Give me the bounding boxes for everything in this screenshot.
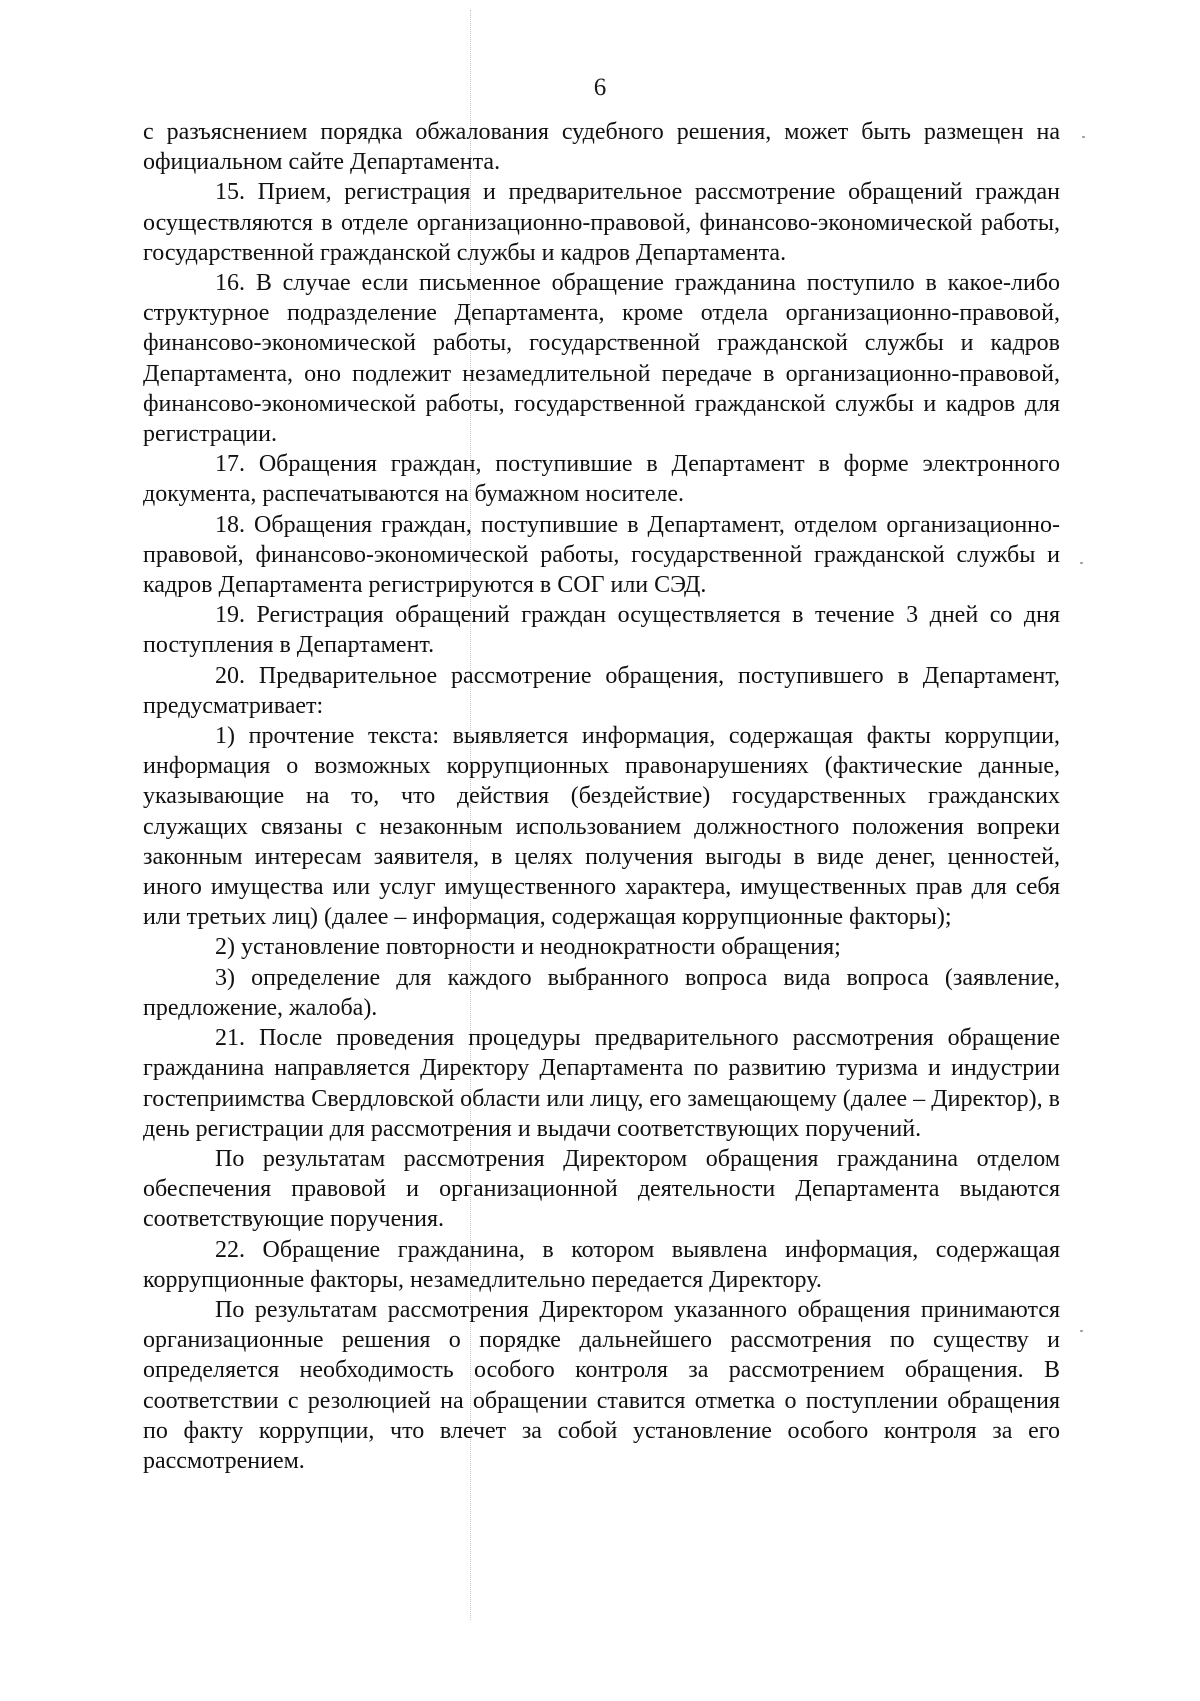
scan-speck xyxy=(1080,562,1083,564)
paragraph: По результатам рассмотрения Директором указанного обращения принимаются организационные решения о порядке дальнейшего рассмотрения по существу и определяется необходимость особого контроля за рассмотрением обращения. В соответствии с резолюцией на обращении ставится отметка о поступлении обращения по факту коррупции, что влечет за собой установление особого контроля за его рассмотрением. xyxy=(143,1296,1060,1474)
paragraph: 21. После проведения процедуры предварительного рассмотрения обращение гражданина направляется Директору Департамента по развитию туризма и индустрии гостеприимства Свердловской области или лицу, его замещающему (далее – Директор), в день регистрации для рассмотрения и выдачи соответствующих поручений. xyxy=(143,1025,1060,1142)
page-number: 6 xyxy=(593,74,607,101)
scan-speck xyxy=(1082,136,1085,138)
paragraph: 17. Обращения граждан, поступившие в Департамент в форме электронного документа, распечатываются на бумажном носителе. xyxy=(143,451,1060,508)
list-item: 2) установление повторности и неоднократности обращения; xyxy=(215,934,841,961)
paragraph: 15. Прием, регистрация и предварительное рассмотрение обращений граждан осуществляются в отделе организационно-правовой, финансово-экономической работы, государственной гражданской службы и кадров Департамента. xyxy=(143,179,1060,266)
list-item: 3) определение для каждого выбранного вопроса вида вопроса (заявление, предложение, жалоба). xyxy=(143,964,1060,1021)
paragraph: 22. Обращение гражданина, в котором выявлена информация, содержащая коррупционные факторы, незамедлительно передается Директору. xyxy=(143,1236,1060,1293)
list-item: 1) прочтение текста: выявляется информация, содержащая факты коррупции, информация о возможных коррупционных правонарушениях (фактические данные, указывающие на то, что действия (бездействие) государственных гражданских служащих связаны с незаконным использованием должностного положения вопреки законным интересам заявителя, в целях получения выгоды в виде денег, ценностей, иного имущества или услуг имущественного характера, имущественных прав для себя или третьих лиц) (далее – информация, содержащая коррупционные факторы); xyxy=(143,723,1060,931)
paragraph: По результатам рассмотрения Директором обращения гражданина отделом обеспечения правовой и организационной деятельности Департамента выдаются соответствующие поручения. xyxy=(143,1145,1060,1233)
paragraph: 18. Обращения граждан, поступившие в Департамент, отделом организационно-правовой, финансово-экономической работы, государственной гражданской службы и кадров Департамента регистрируются в СОГ или СЭД. xyxy=(143,511,1060,599)
scan-speck xyxy=(1080,1330,1083,1332)
document-body xyxy=(143,117,1060,1476)
paragraph: 20. Предварительное рассмотрение обращения, поступившего в Департамент, предусматривает: xyxy=(143,662,1060,719)
paragraph: 16. В случае если письменное обращение гражданина поступило в какое-либо структурное подразделение Департамента, кроме отдела организационно-правовой, финансово-экономической работы, государственной гражданской службы и кадров Департамента, оно подлежит незамедлительной передаче в организационно-правовой, финансово-экономической работы, государственной гражданской службы и кадров для регистрации. xyxy=(143,270,1060,448)
paragraph: с разъяснением порядка обжалования судебного решения, может быть размещен на официальном сайте Департамента. xyxy=(143,119,1060,176)
paragraph: 19. Регистрация обращений граждан осуществляется в течение 3 дней со дня поступления в Департамент. xyxy=(143,602,1060,659)
